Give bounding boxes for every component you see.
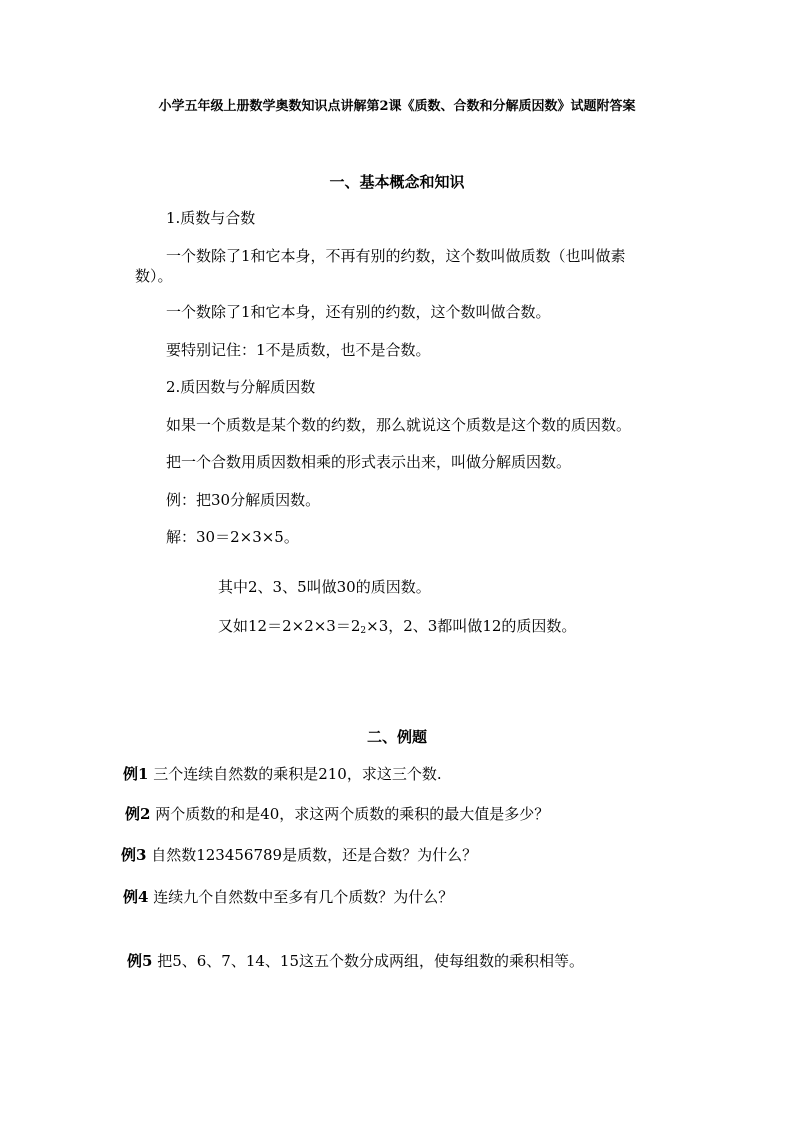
example-item (123, 764, 442, 784)
factors-12-part1: 又如12＝2×2×3＝2 (218, 617, 361, 635)
paragraph-factors-of-12 (218, 616, 576, 636)
example-label: 例3 (121, 846, 147, 864)
subheading-prime-composite: 1.质数与合数 (166, 209, 256, 227)
paragraph-composite-definition: 一个数除了1和它本身，还有别的约数，这个数叫做合数。 (166, 303, 551, 321)
example-text: 两个质数的和是40，求这两个质数的乘积的最大值是多少？ (150, 805, 550, 823)
example-text: 自然数123456789是质数，还是合数？为什么？ (146, 846, 478, 864)
subheading-prime-factor: 2.质因数与分解质因数 (166, 378, 316, 396)
example-text: 把5、6、7、14、15这五个数分成两组，使每组数的乘积相等。 (152, 952, 585, 970)
paragraph-factors-of-30: 其中2、3、5叫做30的质因数。 (218, 578, 431, 596)
example-item (123, 887, 453, 907)
example-text: 三个连续自然数的乘积是210，求这三个数. (148, 765, 442, 783)
example-item (127, 951, 584, 971)
example-label: 例2 (125, 805, 151, 823)
example-text: 连续九个自然数中至多有几个质数？为什么？ (148, 888, 454, 906)
section-heading-examples: 二、例题 (366, 728, 427, 746)
factors-12-subscript: 2 (360, 626, 367, 636)
paragraph-one-note: 要特别记住：1不是质数，也不是合数。 (166, 341, 431, 359)
paragraph-prime-definition-line1: 一个数除了1和它本身，不再有别的约数，这个数叫做质数（也叫做素 (166, 247, 626, 265)
paragraph-prime-factor-definition: 如果一个质数是某个数的约数，那么就说这个质数是这个数的质因数。 (166, 416, 632, 434)
example-item (121, 845, 477, 865)
factors-12-part2: ×3，2、3都叫做12的质因数。 (366, 617, 577, 635)
example-label: 例4 (123, 888, 149, 906)
example-label: 例1 (123, 765, 149, 783)
section-heading-basics: 一、基本概念和知识 (329, 173, 465, 191)
document-title: 小学五年级上册数学奥数知识点讲解第2课《质数、合数和分解质因数》试题附答案 (158, 99, 636, 114)
example-item (125, 804, 549, 824)
paragraph-factorization-definition: 把一个合数用质因数相乘的形式表示出来，叫做分解质因数。 (166, 453, 572, 471)
paragraph-example-question: 例：把30分解质因数。 (166, 491, 321, 509)
paragraph-prime-definition-line2: 数）。 (135, 267, 173, 285)
paragraph-example-solution: 解：30＝2×3×5。 (166, 528, 299, 546)
example-label: 例5 (127, 952, 153, 970)
